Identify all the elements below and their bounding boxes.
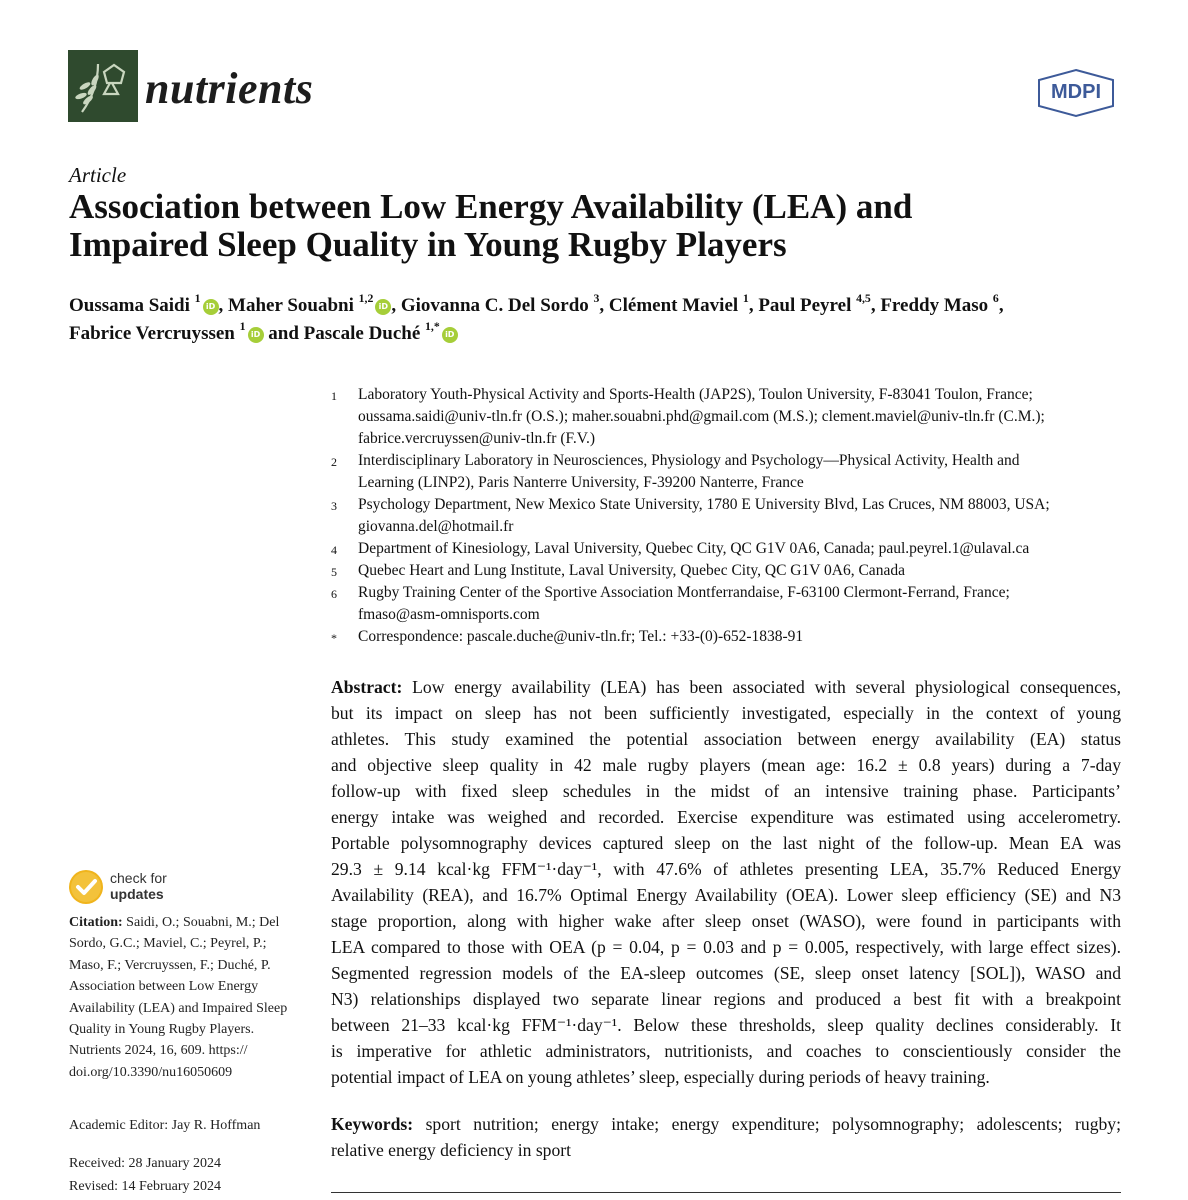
citation-text: doi.org/10.3390/nu16050609	[69, 1064, 233, 1080]
publisher-logo	[1035, 68, 1117, 118]
abstract-label: Abstract:	[331, 677, 403, 697]
citation-text: Association between Low Energy	[69, 979, 259, 995]
abstract-line	[331, 986, 1121, 1012]
author-affiliation-marker: 4,5	[856, 291, 871, 305]
affiliation-line: oussama.saidi@univ-tln.fr (O.S.); maher.souabni.phd@gmail.com (M.S.); clement.maviel@univ-tln.fr (C.M.);	[358, 408, 1045, 425]
revised-date: Revised: 14 February 2024	[69, 1179, 222, 1194]
citation-label: Citation:	[69, 915, 123, 930]
journal-emblem-icon	[68, 50, 138, 122]
affiliation-line: fmaso@asm-omnisports.com	[358, 606, 540, 623]
abstract-text: is imperative for athletic administrators, nutritionists, and coaches to conscientiously consider the	[331, 1041, 1121, 1061]
author-separator: and	[263, 323, 304, 344]
abstract-text: between 21–33 kcal·kg FFM⁻¹·day⁻¹. Below these thresholds, sleep quality declines considerably. It	[331, 1015, 1121, 1035]
orcid-icon[interactable]: iD	[203, 299, 219, 315]
author	[69, 319, 304, 344]
author	[69, 291, 229, 316]
keywords-text: sport nutrition; energy intake; energy expenditure; polysomnography; adolescents; rugby;	[413, 1114, 1121, 1134]
author-name: Clément Maviel	[608, 295, 739, 316]
title-line: Impaired Sleep Quality in Young Rugby Players	[69, 225, 787, 264]
author-affiliation-marker: 1	[194, 291, 201, 305]
citation-line	[69, 998, 319, 1019]
affiliation-line: Department of Kinesiology, Laval University, Quebec City, QC G1V 0A6, Canada; paul.peyrel.1@ulaval.ca	[358, 540, 1030, 557]
author-name: Paul Peyrel	[758, 295, 852, 316]
author	[880, 291, 1004, 316]
publisher-name: MDPI	[1051, 81, 1101, 103]
affiliation-line: Laboratory Youth-Physical Activity and Sports-Health (JAP2S), Toulon University, F-83041 Toulon, France;	[358, 386, 1033, 403]
abstract-text: potential impact of LEA on young athletes’ sleep, especially during periods of heavy training.	[331, 1067, 990, 1087]
author	[400, 291, 609, 316]
abstract-line	[331, 700, 1121, 726]
author-name: Pascale Duché	[303, 323, 421, 344]
author-line	[69, 292, 1149, 320]
citation-text: Maso, F.; Vercruyssen, F.; Duché, P.	[69, 957, 271, 973]
keywords-line	[331, 1111, 1121, 1137]
author-separator: ,	[748, 295, 759, 316]
abstract-line	[331, 856, 1121, 882]
author-line	[69, 320, 1149, 348]
author	[228, 291, 401, 316]
citation-line	[69, 1040, 319, 1061]
keywords	[331, 1111, 1121, 1163]
abstract-line	[331, 778, 1121, 804]
affiliation-line: fabrice.vercruyssen@univ-tln.fr (F.V.)	[358, 430, 595, 447]
affiliation-number: *	[331, 631, 337, 645]
abstract-line	[331, 882, 1121, 908]
article-type: Article	[69, 163, 127, 187]
author-separator: ,	[599, 295, 609, 316]
abstract-line	[331, 830, 1121, 856]
affiliation-line: Interdisciplinary Laboratory in Neurosciences, Physiology and Psychology—Physical Activity, Health and	[358, 452, 1020, 469]
author-affiliation-marker: 1,2	[358, 291, 374, 305]
citation-line	[69, 933, 319, 954]
journal-logo	[68, 50, 138, 122]
orcid-icon[interactable]: iD	[442, 327, 458, 343]
citation-line	[69, 955, 319, 976]
author-affiliation-marker: 1,*	[425, 319, 440, 333]
abstract-text: LEA compared to those with OEA (p = 0.04, p = 0.03 and p = 0.005, respectively, with large effect sizes).	[331, 937, 1121, 957]
abstract-text: athletes. This study examined the potential association between energy availability (EA) status	[331, 729, 1121, 749]
author-list	[69, 292, 1149, 348]
abstract-text: and objective sleep quality in 42 male rugby players (mean age: 16.2 ± 0.8 years) during a 7-day	[331, 755, 1121, 775]
author-name: Maher Souabni	[228, 295, 354, 316]
citation-text: Saidi, O.; Souabni, M.; Del	[122, 915, 280, 930]
abstract-text: energy intake was weighed and recorded. Exercise expenditure was estimated using accelerometry.	[331, 807, 1121, 827]
author-separator: ,	[218, 295, 229, 316]
abstract-line	[331, 674, 1121, 700]
updates-line-1: check for	[110, 870, 167, 886]
abstract-text: Low energy availability (LEA) has been associated with several physiological consequences,	[402, 677, 1121, 697]
updates-line-2: updates	[110, 886, 164, 902]
abstract-text: N3) relationships displayed two separate linear regions and produced a best fit with a breakpoint	[331, 989, 1121, 1009]
keywords-line	[331, 1137, 1121, 1163]
academic-editor: Academic Editor: Jay R. Hoffman	[69, 1118, 261, 1133]
abstract-line	[331, 908, 1121, 934]
abstract-line	[331, 726, 1121, 752]
author-affiliation-marker: 3	[593, 291, 600, 305]
citation-text: Availability (LEA) and Impaired Sleep	[69, 1000, 288, 1016]
orcid-icon[interactable]: iD	[375, 299, 391, 315]
received-date: Received: 28 January 2024	[69, 1156, 222, 1171]
author-name: Oussama Saidi	[69, 295, 190, 316]
keywords-label: Keywords:	[331, 1114, 414, 1134]
abstract	[331, 674, 1121, 1090]
citation-line	[69, 1019, 319, 1040]
abstract-text: follow-up with fixed sleep schedules in the midst of an intensive training phase. Participants’	[331, 781, 1121, 801]
author	[758, 291, 881, 316]
abstract-line	[331, 934, 1121, 960]
affiliation-line: Quebec Heart and Lung Institute, Laval University, Quebec City, QC G1V 0A6, Canada	[358, 562, 905, 579]
affiliation-line: Psychology Department, New Mexico State University, 1780 E University Blvd, Las Cruces, NM 88003, USA;	[358, 496, 1050, 513]
abstract-line	[331, 804, 1121, 830]
author-separator: ,	[391, 295, 401, 316]
keywords-text: relative energy deficiency in sport	[331, 1140, 572, 1160]
citation-line	[69, 976, 319, 997]
affiliation-number: 6	[331, 587, 337, 601]
abstract-line	[331, 1038, 1121, 1064]
citation-text: Sordo, G.C.; Maviel, C.; Peyrel, P.;	[69, 936, 267, 952]
citation-text: Quality in Young Rugby Players.	[69, 1022, 255, 1038]
affiliation-number: 2	[331, 455, 337, 469]
affiliation-number: 4	[331, 543, 337, 557]
abstract-text: Segmented regression models of the EA-sleep outcomes (SE, sleep onset latency [SOL]), WASO and	[331, 963, 1121, 983]
affiliation-line: Correspondence: pascale.duche@univ-tln.fr; Tel.: +33-(0)-652-1838-91	[358, 628, 804, 645]
abstract-line	[331, 960, 1121, 986]
author-separator: ,	[870, 295, 881, 316]
author-affiliation-marker: 1	[239, 319, 246, 333]
citation-block	[69, 912, 319, 1083]
title-line: Association between Low Energy Availability (LEA) and	[69, 187, 913, 226]
article-title	[69, 188, 1129, 264]
author-name: Giovanna C. Del Sordo	[400, 295, 589, 316]
abstract-line	[331, 752, 1121, 778]
abstract-text: Availability (REA), and 16.7% Optimal Energy Availability (OEA). Lower sleep efficiency (SE) and N3	[331, 885, 1121, 905]
abstract-line	[331, 1012, 1121, 1038]
abstract-text: stage proportion, along with higher wake after sleep onset (WASO), were found in participants with	[331, 911, 1121, 931]
author	[303, 319, 458, 344]
affiliation-line: giovanna.del@hotmail.fr	[358, 518, 514, 535]
author-affiliation-marker: 6	[992, 291, 999, 305]
abstract-line	[331, 1064, 1121, 1090]
author-name: Freddy Maso	[880, 295, 989, 316]
orcid-icon[interactable]: iD	[248, 327, 264, 343]
affiliation-number: 1	[331, 389, 337, 403]
author	[608, 291, 759, 316]
abstract-text: Portable polysomnography devices captured sleep on the last night of the follow-up. Mean EA was	[331, 833, 1121, 853]
affiliation-line: Learning (LINP2), Paris Nanterre University, F-39200 Nanterre, France	[358, 474, 804, 491]
footer-rule	[331, 1192, 1121, 1193]
abstract-text: 29.3 ± 9.14 kcal·kg FFM⁻¹·day⁻¹, with 47.6% of athletes presenting LEA, 35.7% Reduced Energy	[331, 859, 1121, 879]
author-affiliation-marker: 1	[742, 291, 749, 305]
abstract-text: but its impact on sleep has not been sufficiently investigated, especially in the context of young	[331, 703, 1121, 723]
check-updates-icon	[69, 870, 103, 904]
affiliation-number: 5	[331, 565, 337, 579]
journal-name: nutrients	[145, 64, 314, 113]
affiliation-number: 3	[331, 499, 337, 513]
citation-line	[69, 912, 319, 933]
affiliation-line: Rugby Training Center of the Sportive Association Montferrandaise, F-63100 Clermont-Ferrand, France;	[358, 584, 1010, 601]
citation-line	[69, 1062, 319, 1083]
author-name: Fabrice Vercruyssen	[69, 323, 235, 344]
author-separator: ,	[998, 295, 1004, 316]
citation-text: Nutrients 2024, 16, 609. https://	[69, 1043, 248, 1059]
